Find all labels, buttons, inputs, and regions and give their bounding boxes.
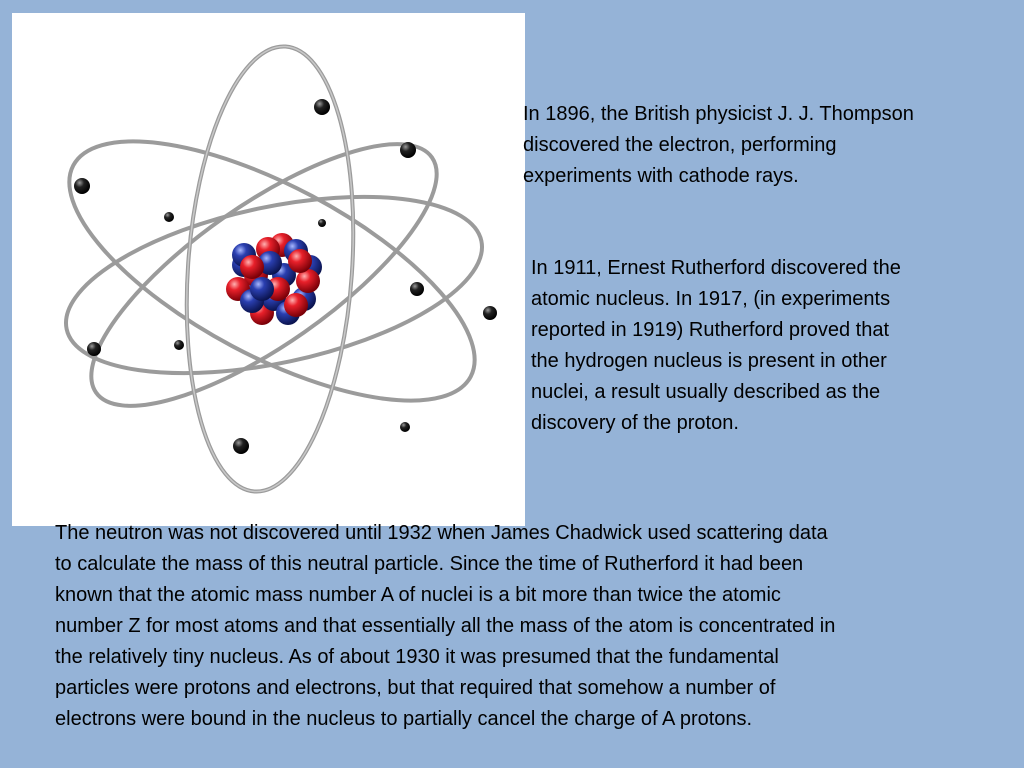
nucleus <box>226 233 322 325</box>
electron <box>233 438 249 454</box>
electron <box>483 306 497 320</box>
text-line: known that the atomic mass number A of nuclei is a bit more than twice the atomic <box>55 584 781 606</box>
electron <box>318 219 326 227</box>
electron <box>74 178 90 194</box>
text-line: to calculate the mass of this neutral particle. Since the time of Rutherford it had been <box>55 553 804 575</box>
text-line: number Z for most atoms and that essentially all the mass of the atom is concentrated in <box>55 615 836 637</box>
text-line: electrons were bound in the nucleus to partially cancel the charge of A protons. <box>55 708 753 730</box>
proton-discovery-text <box>531 253 1001 439</box>
electron <box>314 99 330 115</box>
electron <box>87 342 101 356</box>
electron <box>174 340 184 350</box>
text-line: In 1911, Ernest Rutherford discovered the <box>531 257 901 279</box>
atom-model-image <box>12 13 525 526</box>
text-line: nuclei, a result usually described as the <box>531 381 881 403</box>
electron <box>400 142 416 158</box>
electron <box>410 282 424 296</box>
neutron-discovery-text <box>55 518 990 735</box>
text-line: the hydrogen nucleus is present in other <box>531 350 887 372</box>
text-line: discovery of the proton. <box>531 412 739 434</box>
text-line: In 1896, the British physicist J. J. Thompson <box>523 103 914 125</box>
text-line: atomic nucleus. In 1917, (in experiments <box>531 288 891 310</box>
text-line: experiments with cathode rays. <box>523 165 799 187</box>
electron <box>164 212 174 222</box>
electron-discovery-text <box>523 99 993 192</box>
text-line: discovered the electron, performing <box>523 134 837 156</box>
text-line: The neutron was not discovered until 1932 when James Chadwick used scattering data <box>55 522 828 544</box>
text-line: reported in 1919) Rutherford proved that <box>531 319 889 341</box>
text-line: particles were protons and electrons, but that required that somehow a number of <box>55 677 776 699</box>
atom-model-icon <box>12 13 525 526</box>
electron <box>400 422 410 432</box>
text-line: the relatively tiny nucleus. As of about 1930 it was presumed that the fundamental <box>55 646 779 668</box>
